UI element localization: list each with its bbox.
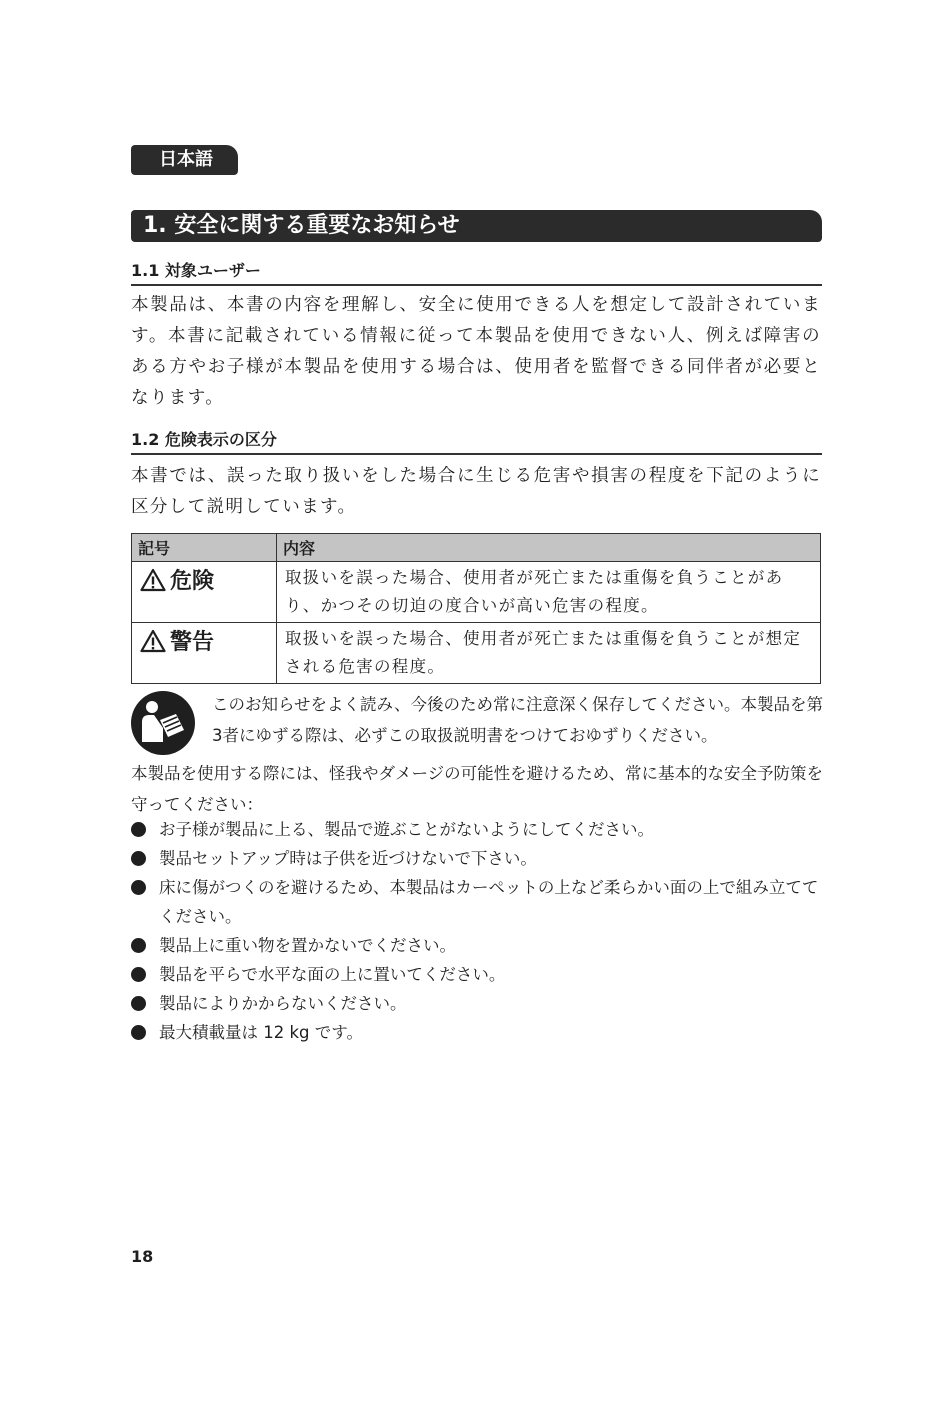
hazard-table bbox=[131, 533, 821, 684]
list-item-text: 製品セットアップ時は子供を近づけないで下さい。 bbox=[159, 849, 537, 868]
bullet-icon bbox=[131, 996, 146, 1011]
list-item bbox=[131, 960, 823, 989]
bullet-icon bbox=[131, 967, 146, 982]
bullet-icon bbox=[131, 880, 146, 895]
list-item bbox=[131, 1018, 823, 1047]
hazard-description: 取扱いを誤った場合、使用者が死亡または重傷を負うことが想定される危害の程度。 bbox=[277, 623, 821, 684]
list-item bbox=[131, 989, 823, 1018]
table-row bbox=[132, 562, 821, 623]
list-item-text: 製品を平らで水平な面の上に置いてください。 bbox=[159, 965, 506, 984]
page-number: 18 bbox=[131, 1247, 154, 1266]
keep-manual-notice: このお知らせをよく読み、今後のため常に注意深く保存してください。本製品を第3者にゆずる際は、必ずこの取扱説明書をつけておゆずりください。 bbox=[212, 695, 823, 745]
hazard-description: 取扱いを誤った場合、使用者が死亡または重傷を負うことがあり、かつその切迫の度合いが高い危害の程度。 bbox=[277, 562, 821, 623]
list-item-text: お子様が製品に上る、製品で遊ぶことがないようにしてください。 bbox=[159, 820, 654, 839]
hazard-label: 警告 bbox=[170, 630, 215, 655]
read-manual-icon bbox=[130, 690, 196, 756]
list-item bbox=[131, 844, 823, 873]
hazard-symbol-warning bbox=[132, 623, 277, 684]
column-header-symbol: 記号 bbox=[132, 534, 277, 562]
list-item-text: 製品上に重い物を置かないでください。 bbox=[159, 936, 456, 955]
precautions-intro: 本製品を使用する際には、怪我やダメージの可能性を避けるため、常に基本的な安全予防策を守ってください： bbox=[131, 764, 824, 814]
list-item-text: 最大積載量は 12 kg です。 bbox=[159, 1023, 363, 1042]
list-item bbox=[131, 931, 823, 960]
bullet-icon bbox=[131, 851, 146, 866]
list-item-text: 床に傷がつくのを避けるため、本製品はカーペットの上など柔らかい面の上で組み立ててください。 bbox=[159, 878, 819, 926]
column-header-content: 内容 bbox=[277, 534, 821, 562]
list-item bbox=[131, 815, 823, 844]
language-tag: 日本語 bbox=[131, 145, 238, 175]
hazard-symbol-danger bbox=[132, 562, 277, 623]
precautions-list bbox=[131, 815, 823, 1047]
bullet-icon bbox=[131, 1025, 146, 1040]
warning-triangle-icon bbox=[140, 629, 166, 661]
bullet-icon bbox=[131, 822, 146, 837]
list-item bbox=[131, 873, 823, 931]
list-item-text: 製品によりかからないください。 bbox=[159, 994, 407, 1013]
hazard-table-header bbox=[132, 534, 821, 562]
hazard-label: 危険 bbox=[170, 569, 215, 594]
section-title: 1. 安全に関する重要なお知らせ bbox=[131, 210, 822, 242]
bullet-icon bbox=[131, 938, 146, 953]
warning-triangle-icon bbox=[140, 568, 166, 600]
table-row bbox=[132, 623, 821, 684]
target-users-paragraph: 本製品は、本書の内容を理解し、安全に使用できる人を想定して設計されています。本書に記載されている情報に従って本製品を使用できない人、例えば障害のある方やお子様が本製品を使用する場合は、使用者を監督できる同伴者が必要となります。 bbox=[131, 295, 821, 408]
subsection-heading-target-users: 1.1 対象ユーザー bbox=[131, 261, 822, 286]
subsection-heading-hazard-classes: 1.2 危険表示の区分 bbox=[131, 430, 822, 455]
hazard-classes-paragraph: 本書では、誤った取り扱いをした場合に生じる危害や損害の程度を下記のように区分して説明しています。 bbox=[131, 466, 821, 517]
